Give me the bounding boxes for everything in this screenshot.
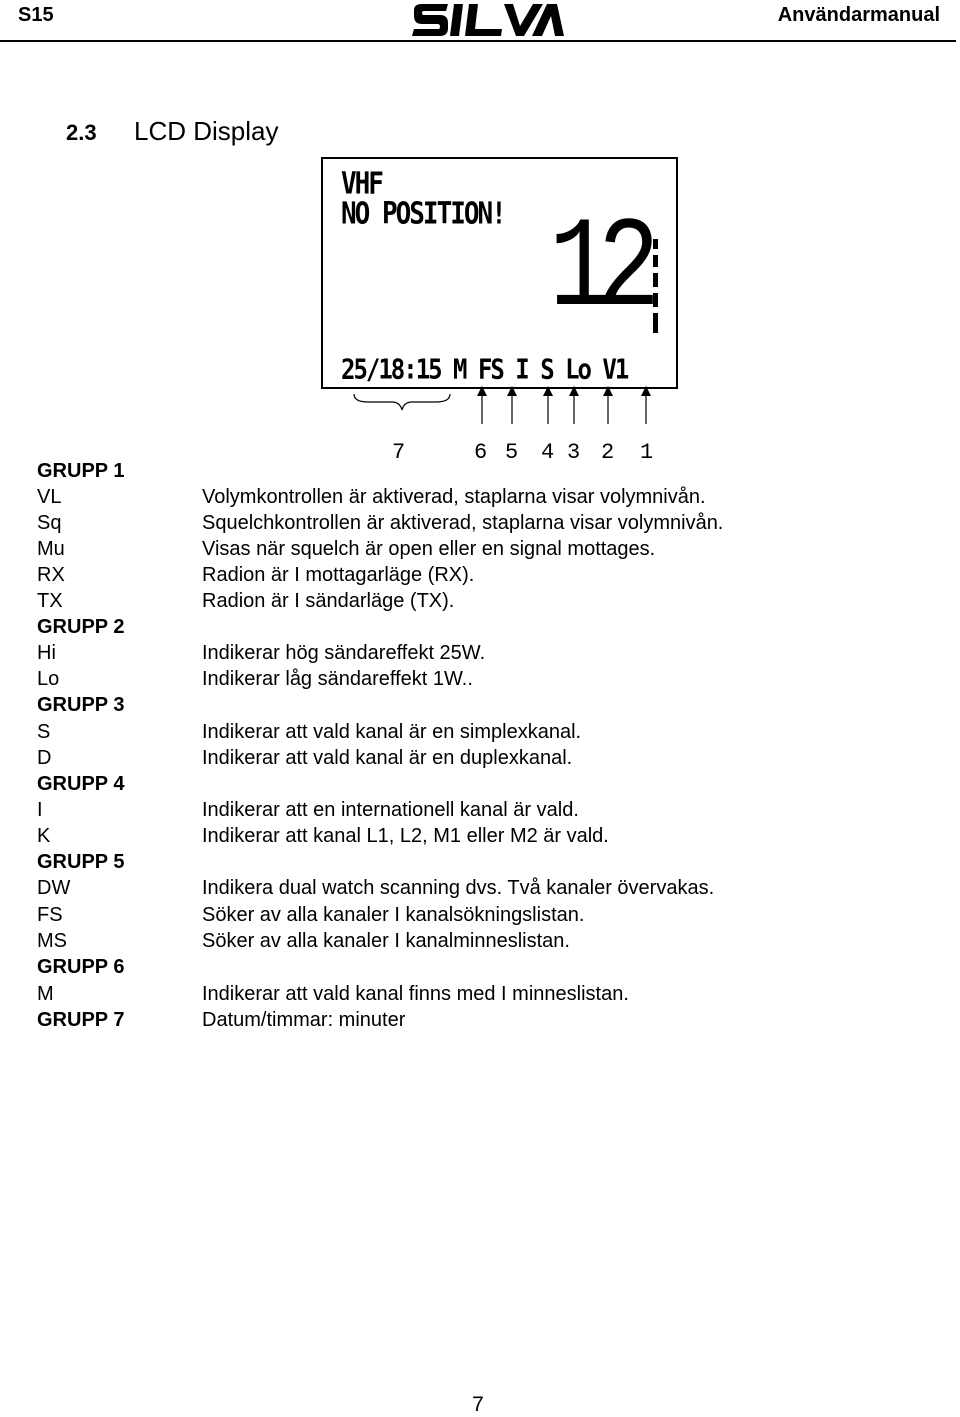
legend-group-heading: GRUPP 2 (37, 616, 125, 638)
legend-description: Volymkontrollen är aktiverad, staplarna visar volymnivån. (202, 486, 706, 508)
legend-group-heading: GRUPP 6 (37, 956, 125, 978)
legend-description: Indikerar låg sändareffekt 1W.. (202, 668, 473, 690)
lcd-display-illustration (321, 157, 678, 389)
legend-code: DW (37, 877, 71, 899)
legend-code: FS (37, 904, 63, 926)
lcd-level-bars-icon (651, 239, 661, 335)
lcd-channel-number: 12 (549, 198, 646, 343)
legend-code: Hi (37, 642, 56, 664)
legend-description: Söker av alla kanaler I kanalsökningslistan. (202, 904, 585, 926)
legend-code: M (37, 983, 54, 1005)
legend-code: Sq (37, 512, 62, 534)
callout-2: 2 (601, 440, 615, 465)
lcd-band-label: VHF (341, 167, 382, 202)
silva-logo (412, 2, 564, 38)
legend-description: Indikera dual watch scanning dvs. Två kanaler övervakas. (202, 877, 715, 899)
legend-code: TX (37, 590, 63, 612)
legend-code: RX (37, 564, 65, 586)
callout-6: 6 (474, 440, 488, 465)
legend-description: Indikerar hög sändareffekt 25W. (202, 642, 486, 664)
header-divider (0, 40, 956, 42)
legend-description: Visas när squelch är open eller en signal mottages. (202, 538, 656, 560)
legend-group-heading: GRUPP 7 (37, 1009, 125, 1031)
legend-group-heading: GRUPP 1 (37, 460, 125, 482)
callout-7: 7 (392, 440, 406, 465)
legend-description: Radion är I sändarläge (TX). (202, 590, 455, 612)
legend-group-heading: GRUPP 4 (37, 773, 125, 795)
legend-group-heading: GRUPP 5 (37, 851, 125, 873)
legend-code: Lo (37, 668, 60, 690)
callout-1: 1 (640, 440, 654, 465)
lcd-position-warning: NO POSITION! (341, 197, 505, 232)
legend-description: Indikerar att vald kanal finns med I minneslistan. (202, 983, 629, 1005)
legend-code: Mu (37, 538, 65, 560)
header-manual-title: Användarmanual (777, 4, 940, 26)
legend-description: Söker av alla kanaler I kanalminneslistan. (202, 930, 570, 952)
legend-code: K (37, 825, 51, 847)
section-title: LCD Display (134, 116, 279, 146)
legend-code: MS (37, 930, 67, 952)
legend-description: Indikerar att vald kanal är en duplexkanal. (202, 747, 573, 769)
callout-4: 4 (541, 440, 555, 465)
callout-3: 3 (567, 440, 581, 465)
callout-arrows (340, 384, 680, 424)
legend-code: D (37, 747, 52, 769)
lcd-status-line: 25/18:15 M FS I S Lo V1 (341, 353, 628, 386)
legend-code: S (37, 721, 51, 743)
legend-description: Indikerar att kanal L1, L2, M1 eller M2 är vald. (202, 825, 609, 847)
callout-5: 5 (505, 440, 519, 465)
legend-group-heading: GRUPP 3 (37, 694, 125, 716)
section-number: 2.3 (66, 120, 97, 145)
legend-description: Squelchkontrollen är aktiverad, staplarna visar volymnivån. (202, 512, 724, 534)
legend-description: Datum/timmar: minuter (202, 1009, 406, 1031)
legend-code: VL (37, 486, 62, 508)
legend-description: Indikerar att en internationell kanal är vald. (202, 799, 579, 821)
header-model: S15 (18, 4, 54, 26)
legend-description: Radion är I mottagarläge (RX). (202, 564, 475, 586)
legend-code: I (37, 799, 43, 821)
legend-description: Indikerar att vald kanal är en simplexkanal. (202, 721, 582, 743)
page-number: 7 (472, 1393, 484, 1416)
